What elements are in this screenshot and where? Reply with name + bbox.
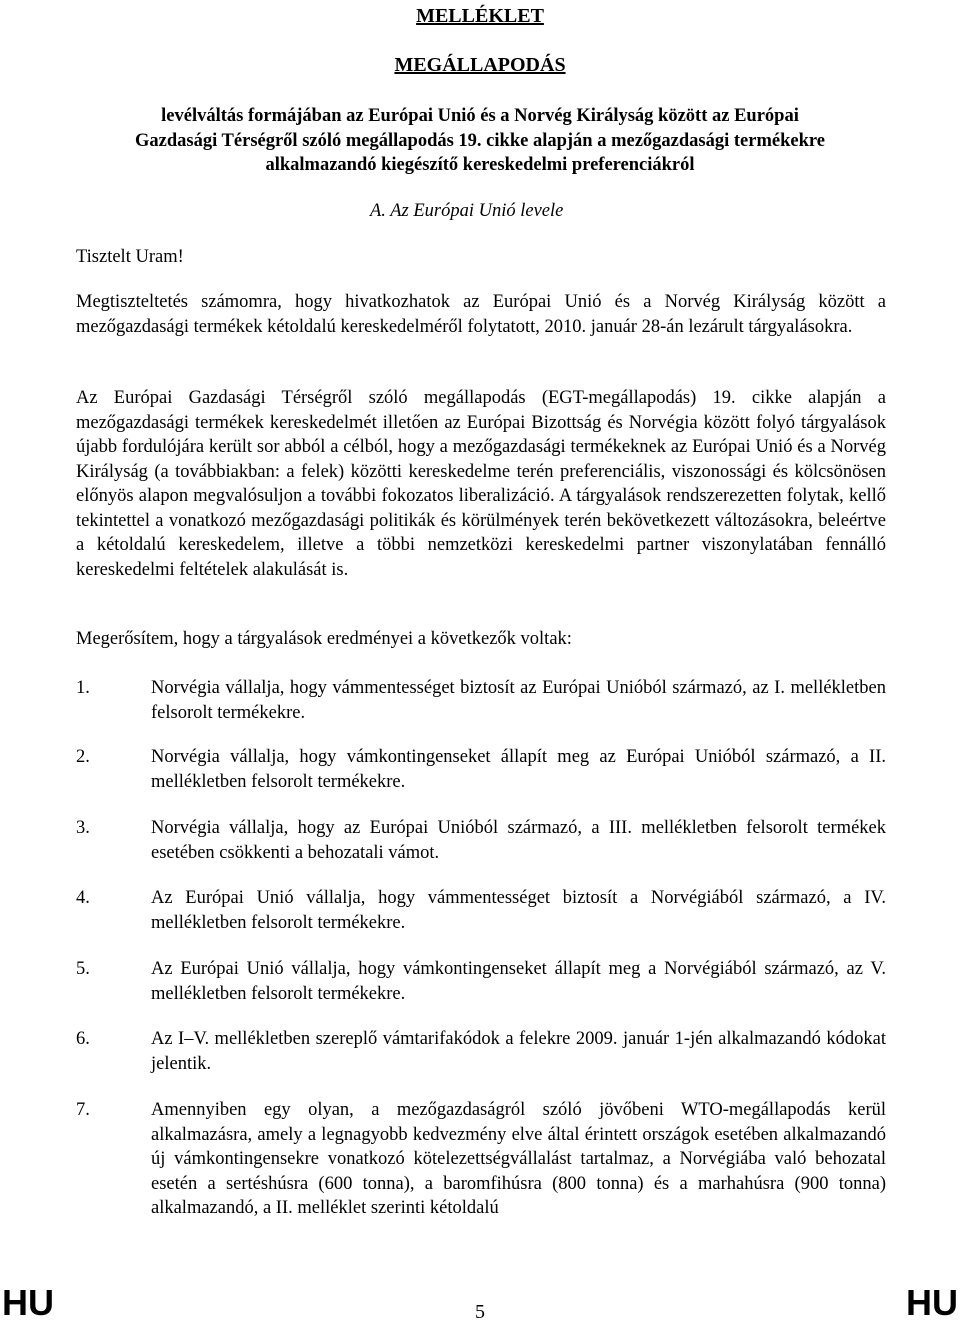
footer-language-left: HU — [2, 1282, 54, 1323]
list-number: 4. — [76, 888, 90, 908]
page-number: 5 — [475, 1301, 485, 1323]
list-text: Az Európai Unió vállalja, hogy vámkontingenseket állapít meg a Norvégiából származó, az V. mellékletben felsorolt termékekre. — [151, 959, 886, 1004]
paragraph: Az Európai Gazdasági Térségről szóló megállapodás (EGT-megállapodás) 19. cikke alapján a mezőgazdasági termékek kereskedelmét illetően az Európai Bizottság és Norvégia között folyó tárgyalások újabb fordulójára került sor abból a célból, hogy a mezőgazdasági termékeknek az Európai Unió és a Norvég Királyság (a továbbiakban: a felek) közötti kereskedelme terén preferenciális, viszonossági és kölcsönösen előnyös alapon megvalósuljon a további fokozatos liberalizáció. A tárgyalások rendszerezetten folytak, kellő tekintettel a vonatkozó mezőgazdasági politikák és körülmények terén bekövetkezett változásokra, beleértve a kétoldalú kereskedelem, illetve a többi nemzetközi kereskedelmi partner viszonylatában fennálló kereskedelmi feltételek alakulását is. — [76, 388, 886, 580]
list-number: 5. — [76, 959, 90, 979]
paragraph: Megtiszteltetés számomra, hogy hivatkozhatok az Európai Unió és a Norvég Királyság között a mezőgazdasági termékek kétoldalú kereskedelméről folytatott, 2010. január 28-án lezárult tárgyalásokra. — [76, 292, 886, 337]
list-number: 6. — [76, 1029, 90, 1049]
agreement-subtitle — [100, 104, 860, 178]
agreement-title: MEGÁLLAPODÁS — [394, 54, 566, 76]
list-text: Amennyiben egy olyan, a mezőgazdaságról szóló jövőbeni WTO-megállapodás kerül alkalmazásra, amely a legnagyobb kedvezmény elve által érintett országok esetében alkalmazandó új vámkontingensekre vonatkozó kötelezettségvállalást tartalmaz, a Norvégiába való behozatal esetén a sertéshúsra (600 tonna), a baromfihúsra (800 tonna) és a marhahúsra (900 tonna) alkalmazandó, a II. melléklet szerinti kétoldalú — [151, 1100, 886, 1218]
salutation: Tisztelt Uram! — [76, 247, 184, 267]
subtitle-line: levélváltás formájában az Európai Unió és a Norvég Királyság között az Európai — [161, 106, 799, 126]
list-number: 1. — [76, 678, 90, 698]
subtitle-line: alkalmazandó kiegészítő kereskedelmi preferenciákról — [265, 155, 695, 175]
annex-title: MELLÉKLET — [416, 5, 544, 27]
list-text: Norvégia vállalja, hogy vámmentességet biztosít az Európai Unióból származó, az I. mellékletben felsorolt termékekre. — [151, 678, 886, 723]
section-title: A. Az Európai Unió levele — [370, 201, 564, 221]
list-text: Norvégia vállalja, hogy vámkontingenseket állapít meg az Európai Unióból származó, a II. mellékletben felsorolt termékekre. — [151, 747, 886, 792]
subtitle-line: Gazdasági Térségről szóló megállapodás 19. cikke alapján a mezőgazdasági termékekre — [135, 130, 825, 151]
list-number: 2. — [76, 747, 90, 767]
list-text: Norvégia vállalja, hogy az Európai Unióból származó, a III. mellékletben felsorolt termékek esetében csökkenti a behozatali vámot. — [151, 818, 886, 863]
paragraph: Megerősítem, hogy a tárgyalások eredményei a következők voltak: — [76, 629, 572, 649]
footer-language-right: HU — [906, 1282, 958, 1323]
list-text: Az I–V. mellékletben szereplő vámtarifakódok a felekre 2009. január 1-jén alkalmazandó kódokat jelentik. — [151, 1029, 886, 1074]
list-number: 3. — [76, 818, 90, 838]
list-number: 7. — [76, 1100, 90, 1120]
list-text: Az Európai Unió vállalja, hogy vámmentességet biztosít a Norvégiából származó, a IV. mellékletben felsorolt termékekre. — [151, 888, 886, 933]
